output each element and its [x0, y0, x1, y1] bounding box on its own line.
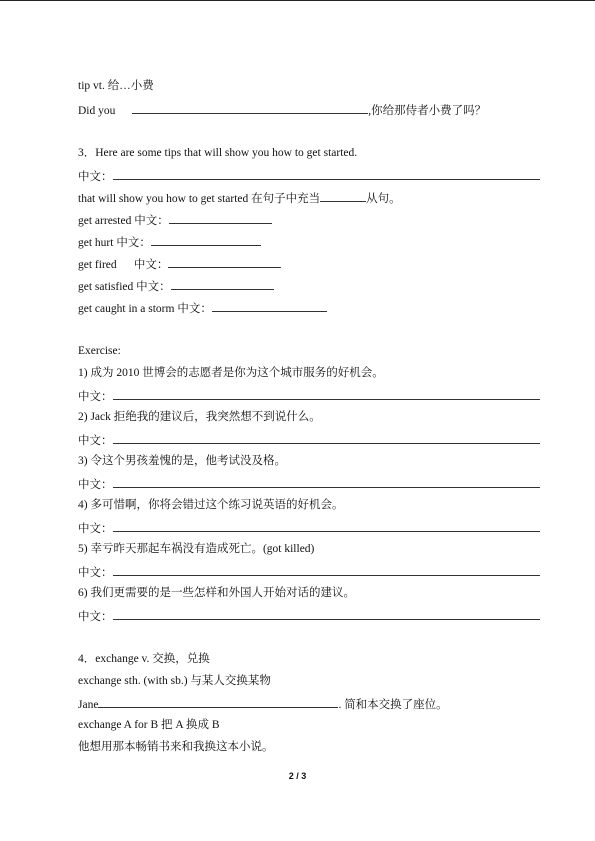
section4-usage2: exchange A for B 把 A 换成 B	[78, 719, 220, 731]
tip-question-prefix: Did you	[78, 105, 116, 117]
exercise-answer-line	[78, 432, 540, 448]
clause-suffix: 从句。	[366, 193, 401, 205]
zh-label: 中文：	[78, 479, 113, 491]
phrase-label: get satisfied 中文：	[78, 281, 171, 293]
exercise-answer-blank[interactable]	[113, 388, 540, 400]
phrase-blank[interactable]	[168, 256, 281, 268]
phrase-line	[78, 300, 327, 316]
section4-usage1: exchange sth. (with sb.) 与某人交换某物	[78, 675, 271, 687]
section4-sentence: 他想用那本畅销书来和我换这本小说。	[78, 741, 274, 753]
tip-question	[78, 102, 486, 118]
exercise-answer-blank[interactable]	[113, 520, 540, 532]
exercise-item: 5) 幸亏昨天那起车祸没有造成死亡。(got killed)	[78, 543, 315, 555]
zh-label: 中文：	[78, 171, 113, 183]
section4-example-line	[78, 696, 448, 712]
tip-question-suffix: ,你给那侍者小费了吗？	[368, 105, 487, 117]
exercise-title: Exercise:	[78, 345, 121, 357]
exercise-answer-line	[78, 388, 540, 404]
exercise-answer-line	[78, 564, 540, 580]
phrase-label: get fired 中文：	[78, 259, 169, 271]
exercise-answer-blank[interactable]	[113, 564, 540, 576]
zh-label: 中文：	[78, 391, 113, 403]
phrase-line	[78, 256, 281, 272]
exercise-item: 1) 成为 2010 世博会的志愿者是你为这个城市服务的好机会。	[78, 367, 384, 379]
example-prefix: Jane	[78, 699, 99, 711]
phrase-blank[interactable]	[171, 278, 274, 290]
exercise-answer-blank[interactable]	[113, 608, 540, 620]
phrase-label: get caught in a storm 中文：	[78, 303, 212, 315]
exercise-answer-line	[78, 520, 540, 536]
zh-label: 中文：	[78, 567, 113, 579]
exercise-item: 4) 多可惜啊，你将会错过这个练习说英语的好机会。	[78, 499, 344, 511]
exercise-answer-line	[78, 608, 540, 624]
tip-answer-blank[interactable]	[132, 102, 368, 114]
section4-heading: 4．exchange v. 交换，兑换	[78, 653, 210, 665]
clause-function-line	[78, 190, 401, 206]
zh-label: 中文：	[78, 435, 113, 447]
exercise-answer-blank[interactable]	[113, 476, 540, 488]
exercise-item: 6) 我们更需要的是一些怎样和外国人开始对话的建议。	[78, 587, 355, 599]
phrase-label: get arrested 中文：	[78, 215, 169, 227]
phrase-blank[interactable]	[151, 234, 261, 246]
exercise-item: 2) Jack 拒绝我的建议后，我突然想不到说什么。	[78, 411, 321, 423]
section3-translation-line	[78, 168, 540, 184]
zh-label: 中文：	[78, 523, 113, 535]
section3-translation-blank[interactable]	[113, 168, 540, 180]
example-blank[interactable]	[98, 696, 338, 708]
phrase-blank[interactable]	[212, 300, 327, 312]
exercise-answer-line	[78, 476, 540, 492]
exercise-answer-blank[interactable]	[113, 432, 540, 444]
clause-prefix: that will show you how to get started 在句子中充当	[78, 193, 321, 205]
page-top-border	[0, 0, 595, 1]
section3-sentence: 3．Here are some tips that will show you how to get started.	[78, 147, 358, 159]
exercise-item: 3) 令这个男孩羞愧的是，他考试没及格。	[78, 455, 286, 467]
phrase-line	[78, 278, 274, 294]
phrase-blank[interactable]	[169, 212, 272, 224]
tip-heading: tip vt. 给…小费	[78, 80, 154, 92]
phrase-label: get hurt 中文：	[78, 237, 151, 249]
zh-label: 中文：	[78, 611, 113, 623]
phrase-line	[78, 212, 272, 228]
clause-type-blank[interactable]	[320, 190, 366, 202]
page-number: 2 / 3	[288, 771, 307, 781]
example-suffix: . 简和本交换了座位。	[338, 699, 448, 711]
phrase-line	[78, 234, 261, 250]
